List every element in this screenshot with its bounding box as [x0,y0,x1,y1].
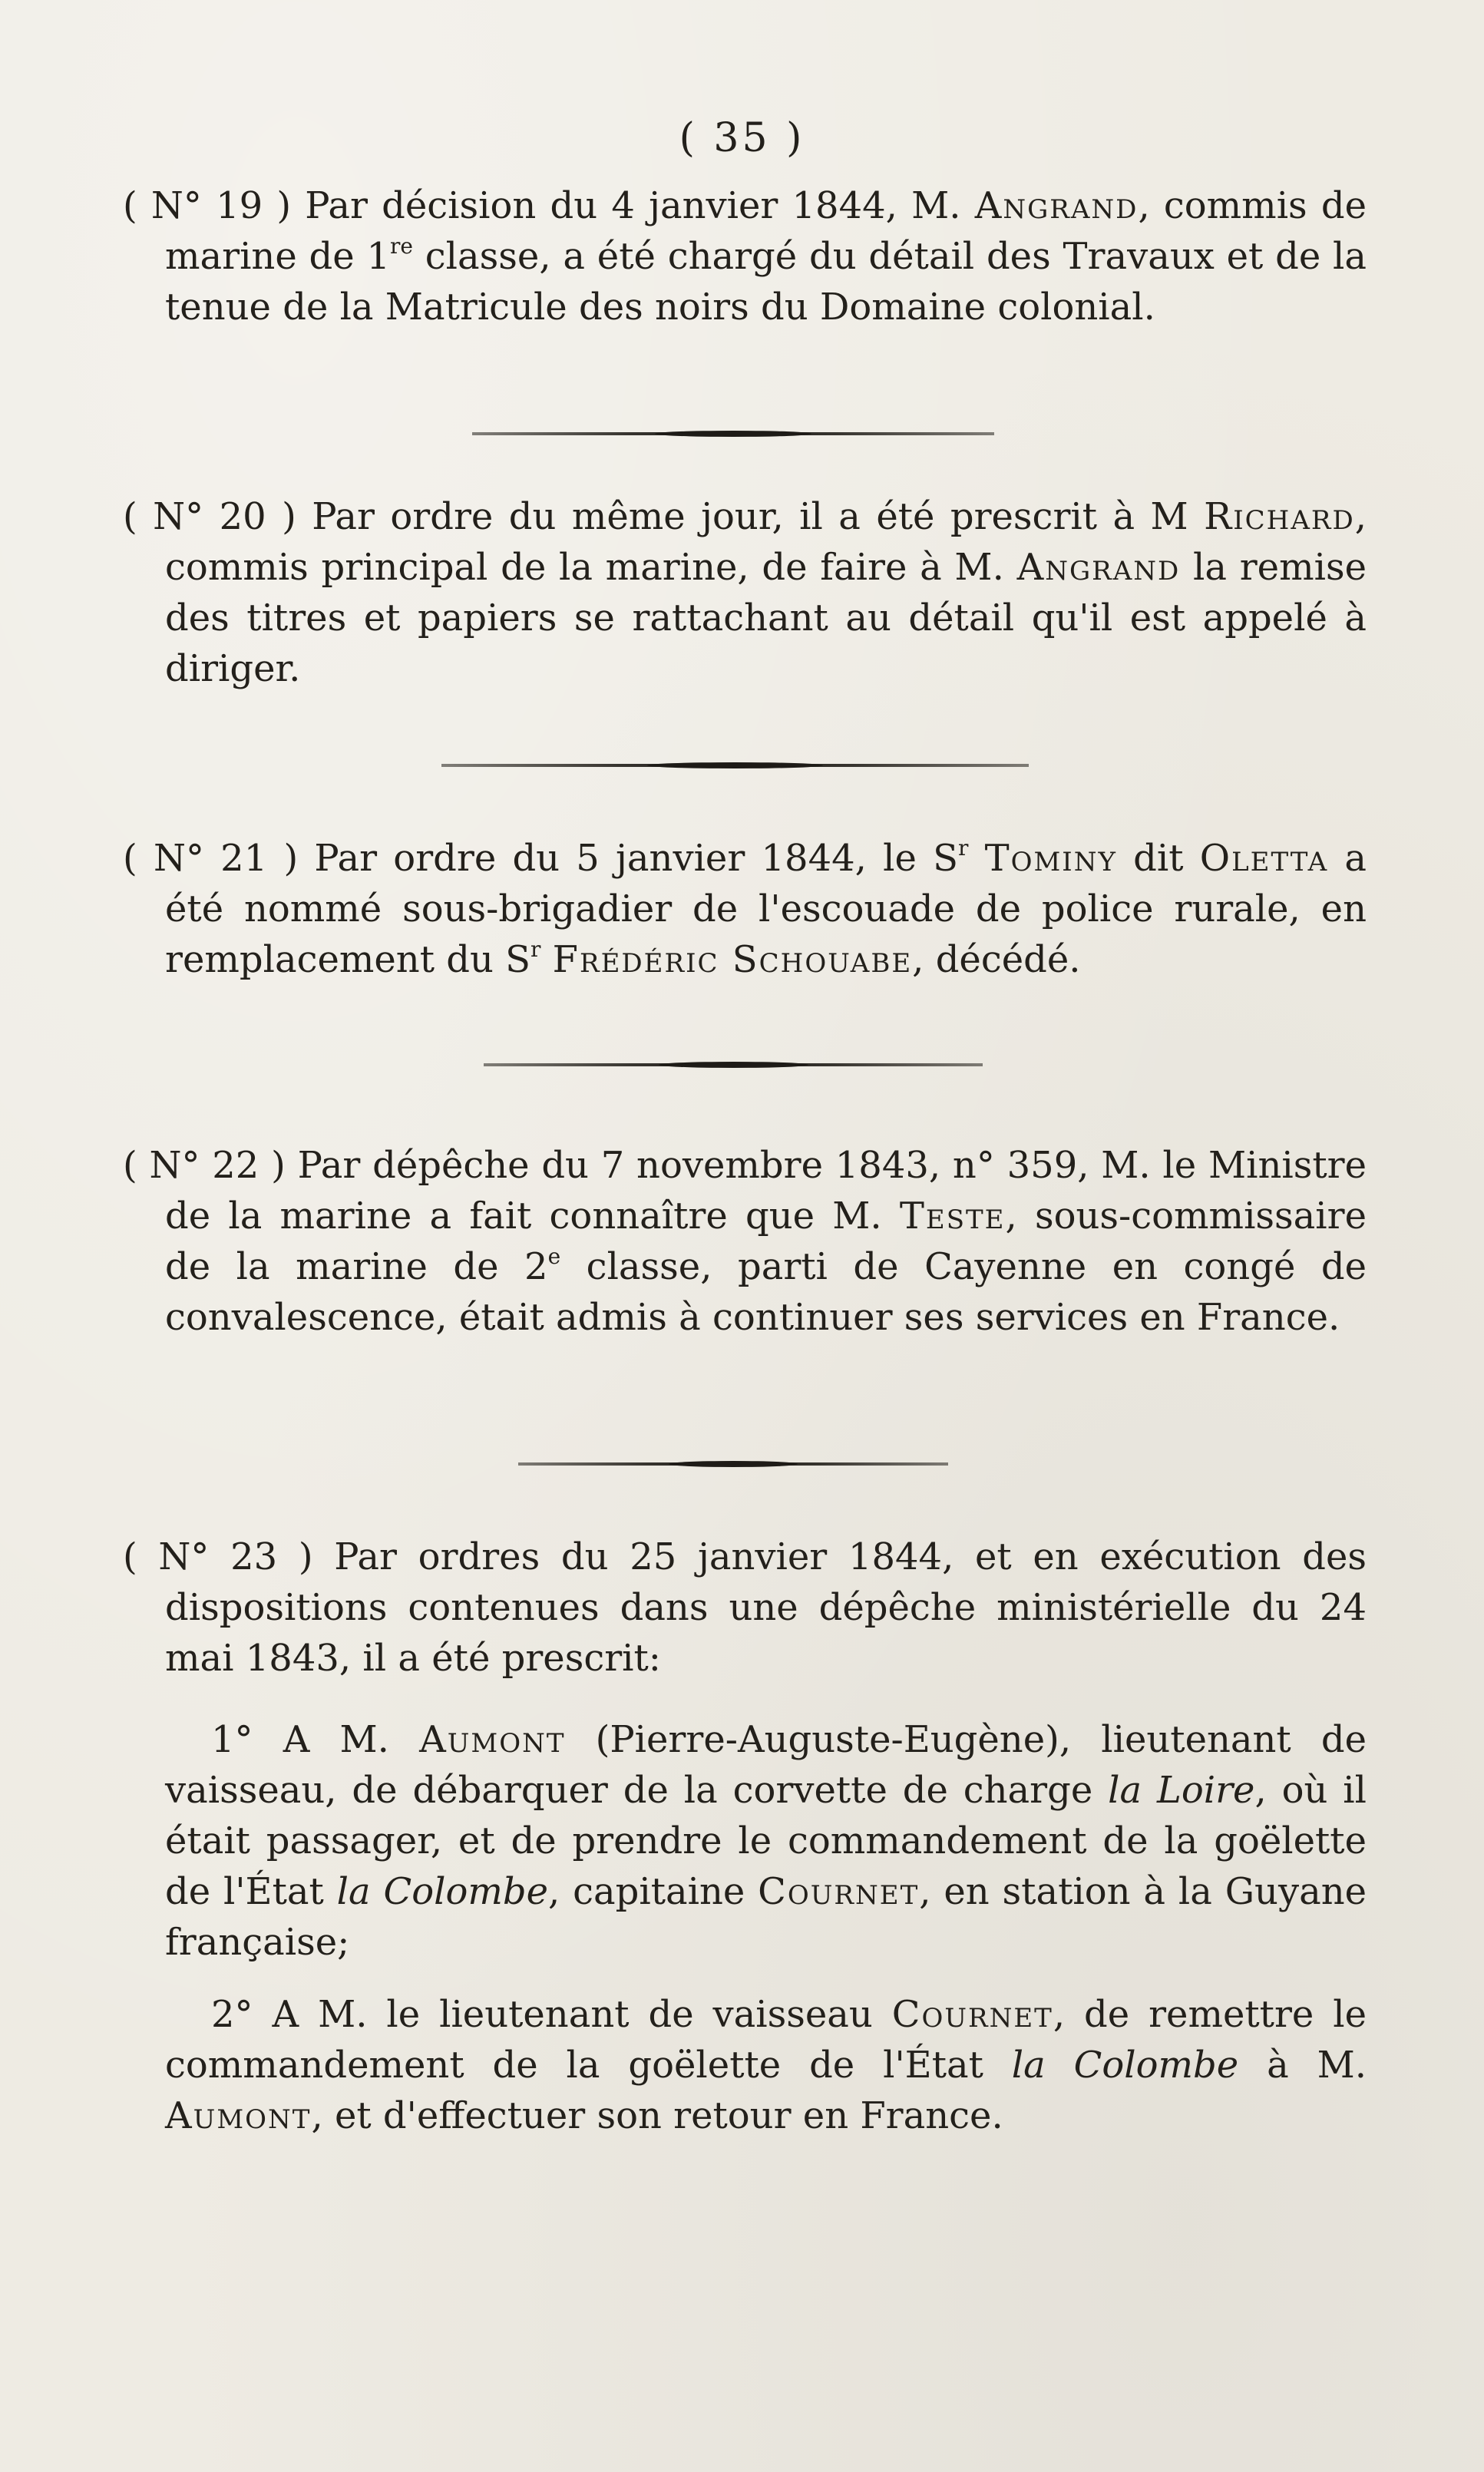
page-number: ( 35 ) [679,115,805,161]
entry-23-intro: ( N° 23 ) Par ordres du 25 janvier 1844, et en exécution des dispositions contenues dans une dépêche ministérielle du 24 mai 1843, il a été prescrit: [123,1535,1367,1680]
section-divider [484,1063,983,1066]
person-name: Cournet [891,1993,1053,2036]
entry-22 [123,1140,1367,1343]
entry-number: ( N° 21 ) [123,837,299,880]
ship-name: la Colombe [336,1870,548,1913]
person-name: Angrand [1016,546,1181,589]
person-name: Cournet [758,1870,920,1913]
entry-20 [123,491,1367,694]
person-name: Frédéric Schouabe [552,938,913,981]
entry-23-item-1: 1° A M. Aumont (Pierre-Auguste-Eugène), lieutenant de vaisseau, de débarquer de la corvette de charge la Loire, où il était passager, et de prendre le commandement de la goëlette de l'État la Colombe, capitaine Cournet, en station à la Guyane française; [165,1718,1367,1964]
entry-number: ( N° 20 ) [123,495,296,538]
person-name: Oletta [1199,837,1329,880]
entry-21 [123,833,1367,985]
entry-23-item-2: 2° A M. le lieutenant de vaisseau Cournet, de remettre le commandement de la goëlette de l'État la Colombe à M. Aumont, et d'effectuer son retour en France. [165,1993,1367,2137]
person-name: Angrand [974,184,1139,227]
section-divider [472,432,994,435]
entry-23 [123,1532,1367,2141]
entry-19-text: ( N° 19 ) Par décision du 4 janvier 1844, M. Angrand, commis de marine de 1re classe, a été chargé du détail des Travaux et de la tenue de la Matricule des noirs du Domaine colonial. [123,184,1367,329]
entry-number: ( N° 23 ) [123,1535,313,1578]
person-name: Tominy [984,837,1117,880]
entry-number: ( N° 19 ) [123,184,292,227]
section-divider [518,1462,948,1466]
person-name: Aumont [419,1718,566,1761]
ship-name: la Colombe [1011,2044,1239,2087]
entry-20-text: ( N° 20 ) Par ordre du même jour, il a été prescrit à M Richard, commis principal de la marine, de faire à M. Angrand la remise des titres et papiers se rattachant au détail qu'il est appelé à diriger. [123,495,1367,690]
entry-21-text: ( N° 21 ) Par ordre du 5 janvier 1844, le $S^r$ Tominy dit Oletta a été nommé sous-brigadier de l'escouade de police rurale, en remplacement du $S^r$ Frédéric Schouabe, décédé. [123,835,1367,981]
person-name: Teste [899,1195,1006,1238]
person-name: Aumont [165,2094,312,2137]
ship-name: la Loire [1108,1769,1255,1812]
person-name: Richard [1204,495,1355,538]
entry-19 [123,180,1367,332]
entry-number: ( N° 22 ) [123,1144,286,1187]
section-divider [441,764,1029,767]
entry-22-text: ( N° 22 ) Par dépêche du 7 novembre 1843, n° 359, M. le Ministre de la marine a fait connaître que M. Teste, sous-commissaire de la marine de 2e classe, parti de Cayenne en congé de convalescence, était admis à continuer ses services en France. [123,1144,1367,1339]
